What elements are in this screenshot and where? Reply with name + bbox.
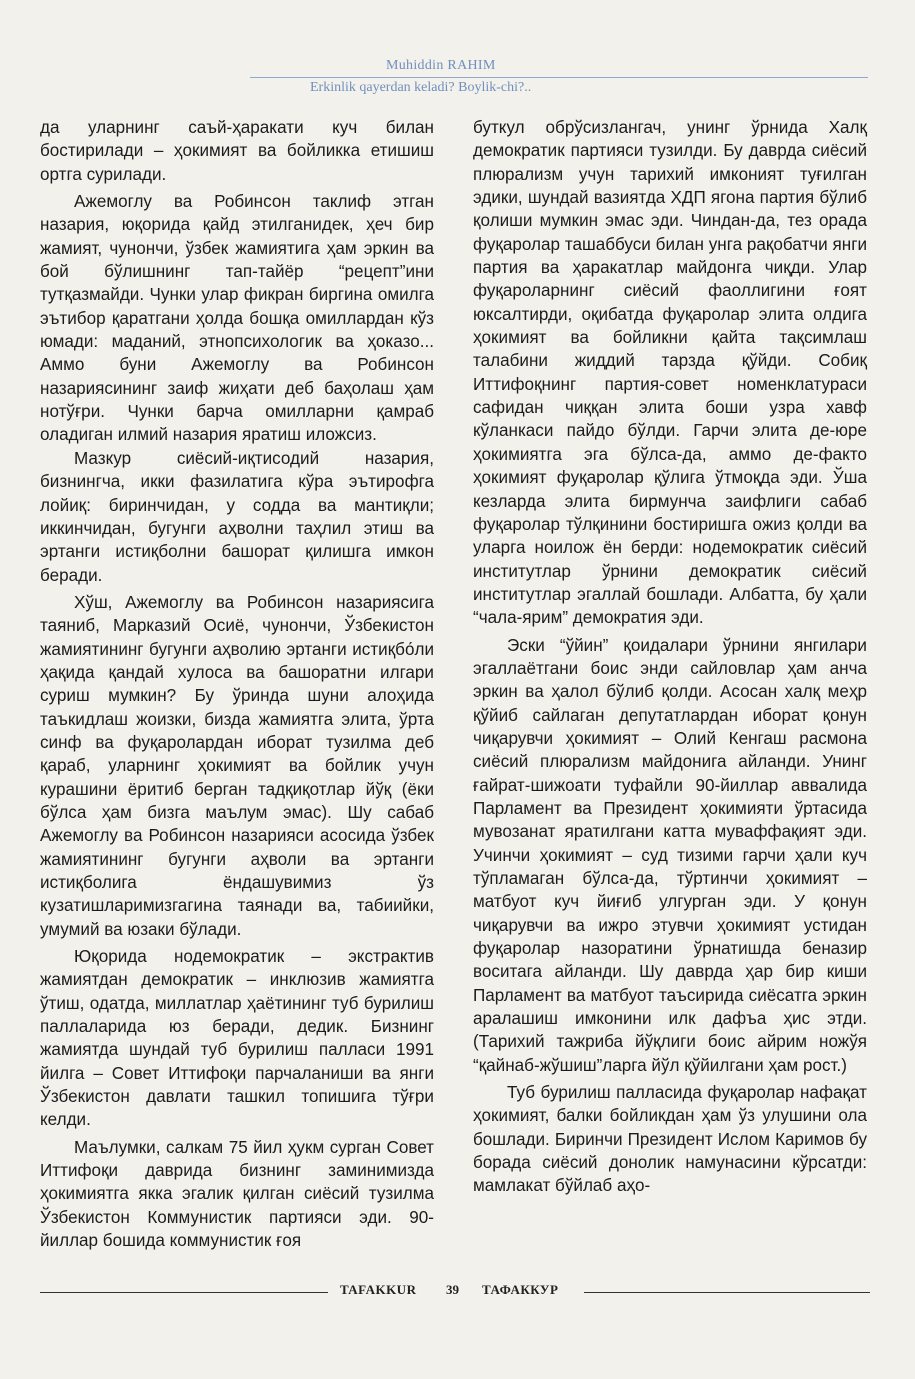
paragraph: Маълумки, салкам 75 йил ҳукм сурган Совет Иттифоқи даврида бизнинг заминимизда ҳокимиятга якка эгалик қилган сиёсий тузилма Ўзбекистон Коммунистик партияси эди. 90-йиллар бошида коммунистик ғоя bbox=[40, 1137, 434, 1251]
footer-rule-right bbox=[584, 1292, 870, 1293]
header-author: Muhiddin RAHIM bbox=[386, 58, 496, 73]
paragraph: Туб бурилиш палласида фуқаролар нафақат ҳокимият, балки бойликдан ҳам ўз улушини ола бошлади. Биринчи Президент Ислом Каримов бу борада сиёсий донолик намунасини кўрсатди: мамлакат бўйлаб аҳо- bbox=[473, 1083, 867, 1196]
paragraph: Юқорида нодемократик – экстрактив жамиятдан демократик – инклюзив жамиятга ўтиш, одатда, миллатлар ҳаётининг туб бурилиш паллаларида юз беради, дедик. Бизнинг жамиятда шундай туб бурилиш палласи 1991 йилга – Совет Иттифоқи парчаланиши ва янги Ўзбекистон давлати ташкил топишига тўғри келди. bbox=[40, 947, 434, 1130]
right-column bbox=[473, 116, 867, 1198]
paragraph: Мазкур сиёсий-иқтисодий назария, бизнингча, икки фазилатига кўра эътирофга лойиқ: биринчидан, у содда ва мантиқли; иккинчидан, бугунги аҳволни таҳлил этиш ва эртанги истиқболни башорат қилишга имкон беради. bbox=[40, 448, 434, 585]
paragraph: да уларнинг саъй-ҳаракати куч билан бостирилади – ҳокимият ва бойликка етишиш ортга сурилади. bbox=[40, 118, 434, 184]
paragraph: Эски “ўйин” қоидалари ўрнини янгилари эгаллаётгани боис энди сайловлар ҳам анча эркин ва ҳалол бўлиб қолди. Асосан халқ меҳр қўйиб сайлаган депутатлардан иборат қонун чиқарувчи ҳокимият – Олий Кенгаш расмона сиёсий плюрализм майдонига айланди. Унинг ғайрат-шижоати туфайли 90-йиллар аввалида Парламент ва Президент ҳокимияти ўртасида мувозанат яратилгани катта муваффақият эди. Учинчи ҳокимият – суд тизими гарчи ҳали куч тўпламаган бўлса-да, тўртинчи ҳокимият – матбуот куч йиғиб улгурган эди. У қонун чиқарувчи ва ижро этувчи ҳокимият устидан фуқаролар назоратини ўрнатишда беназир воситага айланди. Шу даврда ҳар бир киши Парламент ва матбуот таъсирида сиёсатга эркин аралашиш имконини илк дафъа ҳис этди. (Тарихий тажриба йўқлиги боис айрим ножўя “қайнаб-жўшиш”ларга йўл қўйилгани ҳам рост.) bbox=[473, 635, 867, 1075]
footer-magazine-latin: TAFAKKUR bbox=[340, 1282, 417, 1297]
paragraph: буткул обрўсизлангач, унинг ўрнида Халқ демократик партияси тузилди. Бу даврда сиёсий плюрализм учун тарихий имконият туғилган эдики, шундай вазиятда ХДП ягона партия бўлиб қолиши мумкин эмас эди. Чиндан-да, тез орада фуқаролар ташаббуси билан унга рақобатчи янги партия ва ҳаракатлар майдонга чиқди. Улар фуқароларнинг сиёсий фаоллигини ғоят юксалтирди, оқибатда фуқаролар элита олдига ҳокимият ва бойликни қайта тақсимлаш талабини жиддий тарзда қўйди. Собиқ Иттифоқнинг партия-совет номенклатураси сафидан чиққан элита боши узра хавф кўланкаси пайдо бўлди. Гарчи элита де-юре ҳокимиятга эга бўлса-да, аммо де-факто ҳокимият фуқаролар қўлига ўтмоқда эди. Ўша кезларда элита бирмунча заифлиги сабаб фуқаролар тўлқинини бостиришга ожиз қолди ва уларга ноилож ён берди: нодемократик сиёсий институтлар ўрнини демократик сиёсий институтлар эгаллай бошлади. Албатта, бу ҳали “чала-ярим” демократия эди. bbox=[473, 118, 867, 628]
page-number: 39 bbox=[446, 1282, 459, 1297]
header-article-title: Erkinlik qayerdan keladi? Boylik-chi?.. bbox=[310, 80, 532, 95]
left-column bbox=[40, 116, 434, 1253]
header-rule bbox=[250, 77, 868, 78]
page-footer bbox=[0, 1282, 915, 1302]
paragraph: Хўш, Ажемоглу ва Робинсон назариясига таяниб, Марказий Осиё, чунончи, Ўзбекистон жамиятининг бугунги аҳволию эртанги истиқбо́ли ҳақида қандай хулоса ва башоратни илгари суриш мумкин? Бу ўринда шуни алоҳида таъкидлаш жоизки, бизда жамиятга элита, ўрта синф ва фуқаролардан иборат тузилма деб қараб, уларнинг ҳокимият ва бойлик учун курашини ёритиб берган тадқиқотлар йўқ (ёки бўлса ҳам бизга маълум эмас). Шу сабаб Ажемоглу ва Робинсон назарияси асосида ўзбек жамиятининг бугунги аҳволи ва эртанги истиқболига ёндашувимиз ўз кузатишларимизгагина таянади ва, табиийки, умумий ва юзаки бўлади. bbox=[40, 592, 434, 939]
footer-rule-left bbox=[40, 1292, 328, 1293]
footer-magazine-cyrillic: ТАФАККУР bbox=[482, 1282, 559, 1297]
paragraph: Ажемоглу ва Робинсон таклиф этган назария, юқорида қайд этилганидек, ҳеч бир жамият, чунончи, ўзбек жамиятига ҳам эркин ва бой бўлишнинг тап-тайёр “рецепт”ини тутқазмайди. Чунки улар фикран биргина омилга эътибор қаратгани ҳолда бошқа омиллардан кўз юмади: маданий, этнопсихологик ва ҳоказо... Аммо буни Ажемоглу ва Робинсон назариясининг заиф жиҳати деб баҳолаш ҳам нотўғри. Чунки барча омилларни қамраб оладиган илмий назария яратиш иложсиз. bbox=[40, 192, 434, 445]
